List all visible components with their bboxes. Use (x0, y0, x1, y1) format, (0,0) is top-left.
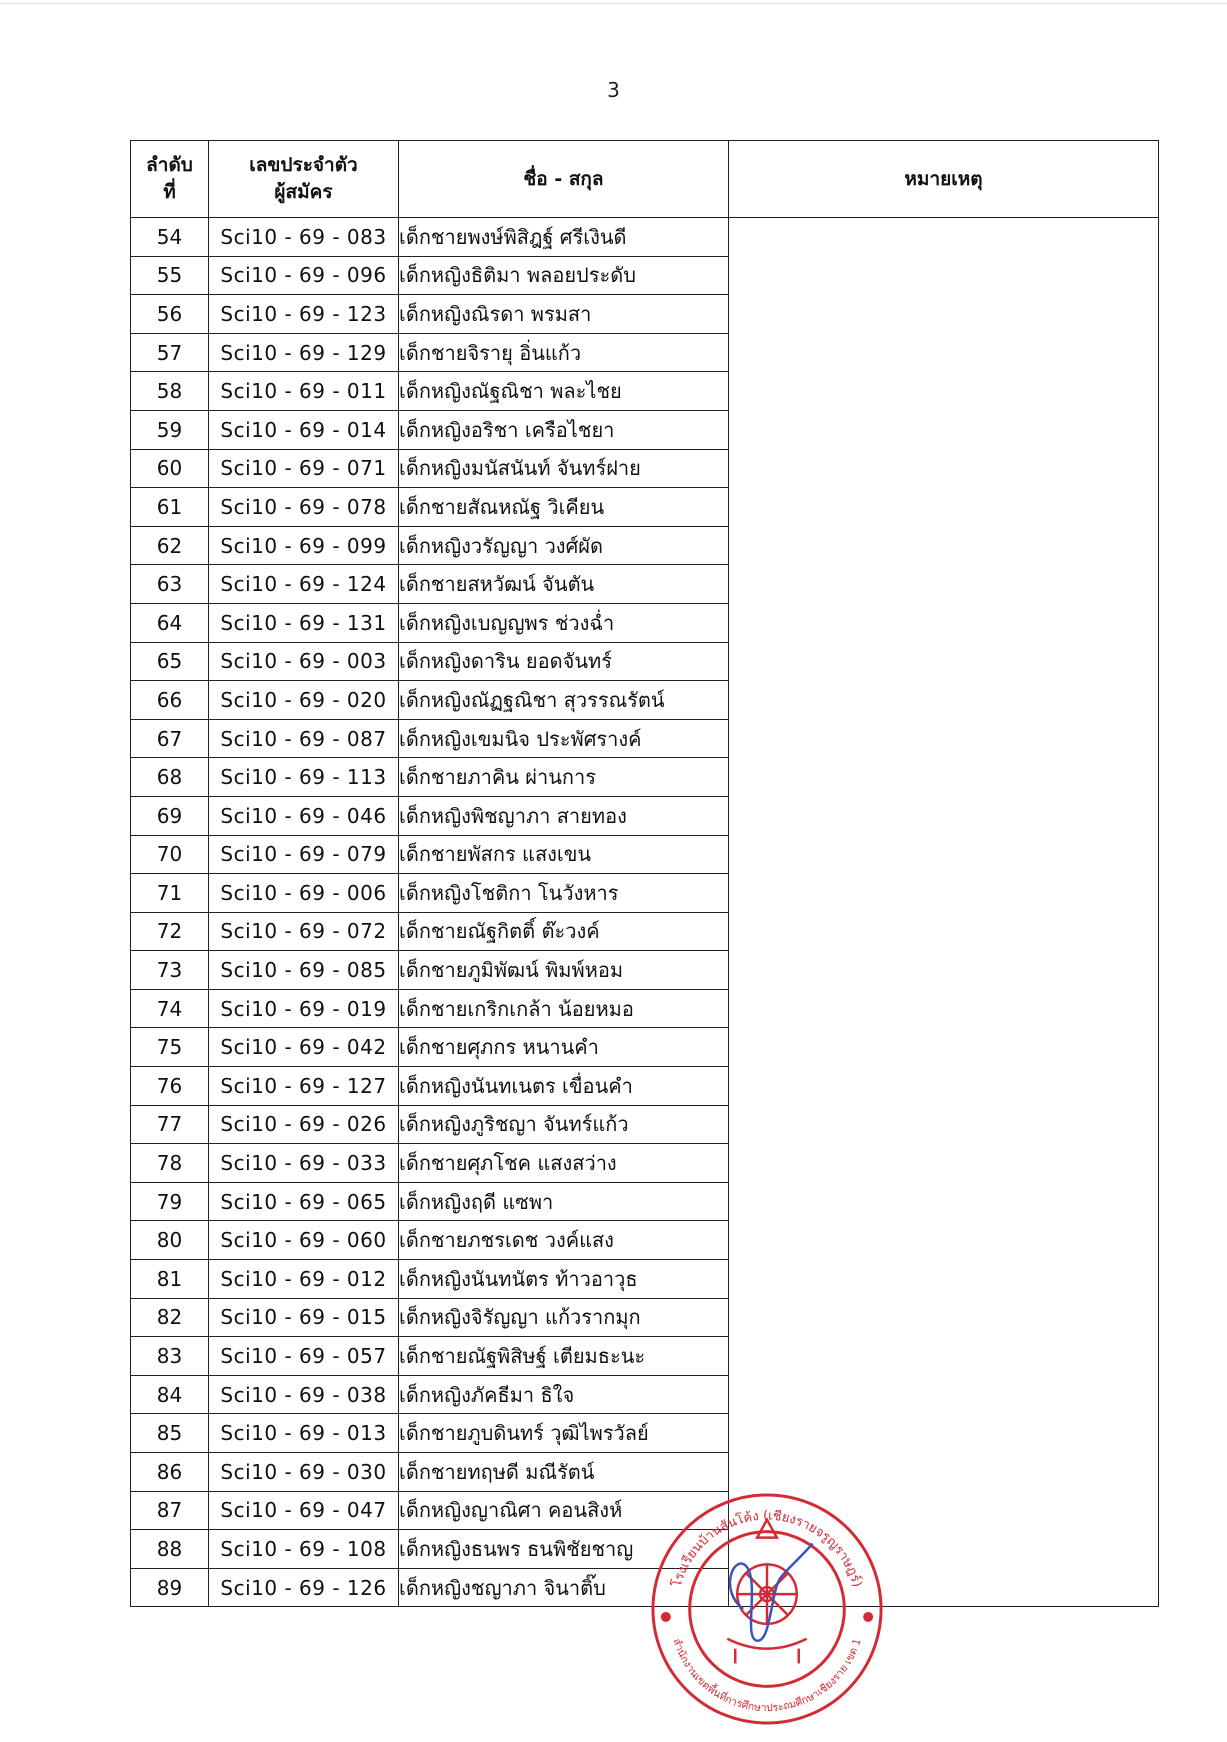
row-sequence: 76 (131, 1067, 209, 1106)
remarks-cell (729, 218, 1159, 1607)
row-sequence: 56 (131, 295, 209, 334)
header-applicant-id (209, 141, 399, 218)
row-full-name: เด็กหญิงอริชา เครือไชยา (399, 410, 729, 449)
row-sequence: 81 (131, 1260, 209, 1299)
row-sequence: 72 (131, 912, 209, 951)
row-applicant-id: Sci10 - 69 - 006 (209, 874, 399, 913)
row-full-name: เด็กชายณัฐพิสิษฐ์ เตียมธะนะ (399, 1337, 729, 1376)
row-full-name: เด็กชายศุภกร หนานคำ (399, 1028, 729, 1067)
row-applicant-id: Sci10 - 69 - 003 (209, 642, 399, 681)
row-applicant-id: Sci10 - 69 - 108 (209, 1530, 399, 1569)
header-applicant-id-line1: เลขประจำตัว (249, 154, 358, 176)
row-full-name: เด็กหญิงธนพร ธนพิชัยชาญ (399, 1530, 729, 1569)
row-sequence: 55 (131, 256, 209, 295)
scan-edge-line (0, 3, 1227, 4)
row-applicant-id: Sci10 - 69 - 127 (209, 1067, 399, 1106)
row-sequence: 68 (131, 758, 209, 797)
row-sequence: 67 (131, 719, 209, 758)
row-sequence: 75 (131, 1028, 209, 1067)
row-sequence: 58 (131, 372, 209, 411)
dharma-wheel-emblem (727, 1520, 806, 1664)
row-sequence: 57 (131, 333, 209, 372)
row-applicant-id: Sci10 - 69 - 065 (209, 1182, 399, 1221)
row-applicant-id: Sci10 - 69 - 071 (209, 449, 399, 488)
row-full-name: เด็กหญิงณิรดา พรมสา (399, 295, 729, 334)
row-applicant-id: Sci10 - 69 - 038 (209, 1375, 399, 1414)
row-sequence: 62 (131, 526, 209, 565)
row-full-name: เด็กหญิงญาณิศา คอนสิงห์ (399, 1491, 729, 1530)
row-applicant-id: Sci10 - 69 - 124 (209, 565, 399, 604)
row-applicant-id: Sci10 - 69 - 060 (209, 1221, 399, 1260)
row-sequence: 63 (131, 565, 209, 604)
row-sequence: 79 (131, 1182, 209, 1221)
row-sequence: 74 (131, 989, 209, 1028)
row-full-name: เด็กชายภาคิน ผ่านการ (399, 758, 729, 797)
row-sequence: 61 (131, 488, 209, 527)
table-body (131, 218, 1159, 1607)
row-full-name: เด็กหญิงดาริน ยอดจันทร์ (399, 642, 729, 681)
row-applicant-id: Sci10 - 69 - 129 (209, 333, 399, 372)
header-sequence-line1: ลำดับ (146, 154, 193, 176)
row-full-name: เด็กหญิงนันทนัตร ท้าวอาวุธ (399, 1260, 729, 1299)
row-applicant-id: Sci10 - 69 - 072 (209, 912, 399, 951)
row-full-name: เด็กหญิงพิชญาภา สายทอง (399, 796, 729, 835)
row-sequence: 88 (131, 1530, 209, 1569)
page-number: 3 (607, 78, 620, 102)
row-full-name: เด็กหญิงชญาภา จินาติ๊บ (399, 1568, 729, 1607)
row-full-name: เด็กหญิงภัคธีมา ธิใจ (399, 1375, 729, 1414)
row-sequence: 78 (131, 1144, 209, 1183)
row-sequence: 82 (131, 1298, 209, 1337)
header-sequence (131, 141, 209, 218)
row-full-name: เด็กชายจิรายุ อิ่นแก้ว (399, 333, 729, 372)
row-full-name: เด็กหญิงวรัญญา วงศ์ผัด (399, 526, 729, 565)
row-full-name: เด็กชายพงษ์พิสิฎฐ์ ศรีเงินดี (399, 218, 729, 257)
row-sequence: 64 (131, 603, 209, 642)
row-applicant-id: Sci10 - 69 - 099 (209, 526, 399, 565)
row-full-name: เด็กหญิงภูริชญา จันทร์แก้ว (399, 1105, 729, 1144)
row-sequence: 80 (131, 1221, 209, 1260)
row-applicant-id: Sci10 - 69 - 042 (209, 1028, 399, 1067)
row-full-name: เด็กหญิงฤดี แซพา (399, 1182, 729, 1221)
row-sequence: 60 (131, 449, 209, 488)
row-full-name: เด็กหญิงโชติกา โนวังหาร (399, 874, 729, 913)
header-full-name: ชื่อ - สกุล (399, 141, 729, 218)
row-full-name: เด็กหญิงมนัสนันท์ จันทร์ฝาย (399, 449, 729, 488)
row-full-name: เด็กชายพัสกร แสงเขน (399, 835, 729, 874)
header-applicant-id-line2: ผู้สมัคร (274, 181, 333, 203)
row-full-name: เด็กชายสัณหณัฐ วิเคียน (399, 488, 729, 527)
row-sequence: 85 (131, 1414, 209, 1453)
row-full-name: เด็กชายภูบดินทร์ วุฒิไพรวัลย์ (399, 1414, 729, 1453)
row-full-name: เด็กชายภชรเดช วงค์แสง (399, 1221, 729, 1260)
row-applicant-id: Sci10 - 69 - 046 (209, 796, 399, 835)
row-sequence: 70 (131, 835, 209, 874)
row-sequence: 87 (131, 1491, 209, 1530)
row-full-name: เด็กหญิงณัฏฐณิชา สุวรรณรัตน์ (399, 681, 729, 720)
row-applicant-id: Sci10 - 69 - 014 (209, 410, 399, 449)
row-full-name: เด็กหญิงธิติมา พลอยประดับ (399, 256, 729, 295)
row-applicant-id: Sci10 - 69 - 030 (209, 1453, 399, 1492)
row-applicant-id: Sci10 - 69 - 087 (209, 719, 399, 758)
row-sequence: 89 (131, 1568, 209, 1607)
row-applicant-id: Sci10 - 69 - 020 (209, 681, 399, 720)
row-sequence: 59 (131, 410, 209, 449)
signature-scribble (730, 1544, 813, 1641)
table-row (131, 218, 1159, 257)
row-applicant-id: Sci10 - 69 - 011 (209, 372, 399, 411)
seal-text-bottom: สำนักงานเขตพื้นที่การศึกษาประถมศึกษาเชียงราย เขต 1 (670, 1637, 864, 1715)
row-applicant-id: Sci10 - 69 - 126 (209, 1568, 399, 1607)
row-applicant-id: Sci10 - 69 - 026 (209, 1105, 399, 1144)
row-applicant-id: Sci10 - 69 - 131 (209, 603, 399, 642)
row-applicant-id: Sci10 - 69 - 078 (209, 488, 399, 527)
school-seal-stamp (648, 1490, 886, 1728)
row-full-name: เด็กหญิงเขมนิจ ประพัศรางค์ (399, 719, 729, 758)
row-full-name: เด็กชายทฤษดี มณีรัตน์ (399, 1453, 729, 1492)
row-sequence: 66 (131, 681, 209, 720)
row-full-name: เด็กหญิงณัฐณิชา พละไชย (399, 372, 729, 411)
row-applicant-id: Sci10 - 69 - 047 (209, 1491, 399, 1530)
row-full-name: เด็กชายเกริกเกล้า น้อยหมอ (399, 989, 729, 1028)
row-full-name: เด็กชายณัฐกิตติ์ ต๊ะวงค์ (399, 912, 729, 951)
row-applicant-id: Sci10 - 69 - 057 (209, 1337, 399, 1376)
row-sequence: 54 (131, 218, 209, 257)
row-sequence: 86 (131, 1453, 209, 1492)
row-applicant-id: Sci10 - 69 - 013 (209, 1414, 399, 1453)
row-sequence: 69 (131, 796, 209, 835)
seal-text-top: โรงเรียนบ้านสันโค้ง (เชียงรายจรูญราษฎร์) (669, 1508, 865, 1589)
applicant-table (130, 140, 1159, 1607)
row-full-name: เด็กหญิงจิรัญญา แก้วรากมุก (399, 1298, 729, 1337)
row-applicant-id: Sci10 - 69 - 019 (209, 989, 399, 1028)
row-full-name: เด็กหญิงนันทเนตร เขื่อนคำ (399, 1067, 729, 1106)
row-full-name: เด็กหญิงเบญญพร ช่วงฉ่ำ (399, 603, 729, 642)
row-sequence: 71 (131, 874, 209, 913)
row-applicant-id: Sci10 - 69 - 096 (209, 256, 399, 295)
row-applicant-id: Sci10 - 69 - 083 (209, 218, 399, 257)
row-applicant-id: Sci10 - 69 - 123 (209, 295, 399, 334)
row-sequence: 77 (131, 1105, 209, 1144)
row-applicant-id: Sci10 - 69 - 012 (209, 1260, 399, 1299)
row-applicant-id: Sci10 - 69 - 113 (209, 758, 399, 797)
row-applicant-id: Sci10 - 69 - 015 (209, 1298, 399, 1337)
header-sequence-line2: ที่ (163, 181, 176, 203)
table-header-row (131, 141, 1159, 218)
row-sequence: 73 (131, 951, 209, 990)
row-sequence: 84 (131, 1375, 209, 1414)
row-applicant-id: Sci10 - 69 - 033 (209, 1144, 399, 1183)
row-full-name: เด็กชายสหวัฒน์ จันตัน (399, 565, 729, 604)
row-full-name: เด็กชายภูมิพัฒน์ พิมพ์หอม (399, 951, 729, 990)
row-applicant-id: Sci10 - 69 - 085 (209, 951, 399, 990)
row-sequence: 65 (131, 642, 209, 681)
row-sequence: 83 (131, 1337, 209, 1376)
header-remarks: หมายเหตุ (729, 141, 1159, 218)
row-full-name: เด็กชายศุภโชค แสงสว่าง (399, 1144, 729, 1183)
row-applicant-id: Sci10 - 69 - 079 (209, 835, 399, 874)
